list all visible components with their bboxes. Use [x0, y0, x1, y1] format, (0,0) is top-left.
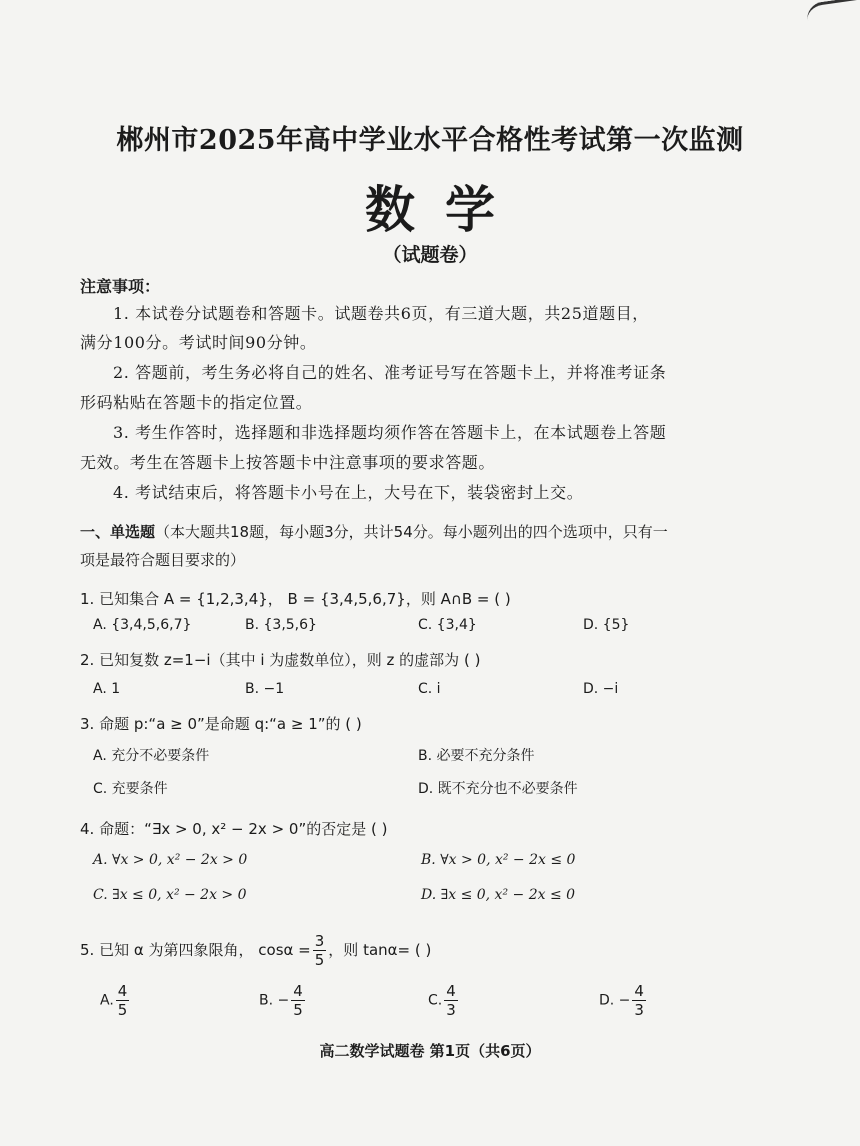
- question-1-option-a: A. {3,4,5,6,7}: [93, 617, 192, 633]
- question-5-option-a-label: A.: [100, 992, 114, 1009]
- question-3-option-d: D. 既不充分也不必要条件: [418, 781, 578, 797]
- section-1-desc-line1: （本大题共18题，每小题3分，共计54分。每小题列出的四个选项中，只有一: [155, 523, 668, 541]
- notice-item-4-line1: 4. 考试结束后，将答题卡小号在上，大号在下，装袋密封上交。: [113, 483, 584, 502]
- question-2-option-d: D. −i: [583, 681, 619, 697]
- question-3-option-a: A. 充分不必要条件: [93, 748, 210, 764]
- question-5-option-c-num: 4: [446, 982, 456, 1000]
- question-3-stem: 3. 命题 p:“a ≥ 0”是命题 q:“a ≥ 1”的 ( ): [80, 715, 362, 733]
- question-5-option-c-den: 3: [446, 1001, 456, 1019]
- question-5-option-d: [599, 982, 648, 1019]
- question-5-option-a-fraction: [116, 982, 130, 1019]
- question-2-option-c: C. i: [418, 681, 441, 697]
- question-5-option-d-label: D. −: [599, 992, 631, 1009]
- question-5-option-c-label: C.: [428, 992, 443, 1009]
- notice-item-2-line1: 2. 答题前，考生务必将自己的姓名、准考证号写在答题卡上，并将准考证条: [113, 363, 667, 382]
- question-1-stem: 1. 已知集合 A = {1,2,3,4}， B = {3,4,5,6,7}，则 A∩B = ( ): [80, 590, 511, 608]
- scan-corner-mark: [805, 0, 860, 21]
- notice-item-2-line2: 形码粘贴在答题卡的指定位置。: [80, 393, 313, 412]
- question-5-fraction: [313, 932, 327, 969]
- question-5-option-a-den: 5: [117, 1001, 128, 1019]
- question-4-stem: 4. 命题：“∃x > 0, x² − 2x > 0”的否定是 ( ): [80, 820, 388, 838]
- question-4-option-a: A. ∀x > 0, x² − 2x > 0: [93, 852, 248, 868]
- question-5-option-b: [259, 982, 307, 1019]
- notice-item-3-line1: 3. 考生作答时，选择题和非选择题均须作答在答题卡上，在本试题卷上答题: [113, 423, 667, 442]
- question-2-stem: 2. 已知复数 z=1−i（其中 i 为虚数单位），则 z 的虚部为 ( ): [80, 651, 481, 669]
- paper-type-label: （试题卷）: [382, 244, 478, 266]
- notice-item-3-line2: 无效。考生在答题卡上按答题卡中注意事项的要求答题。: [80, 453, 496, 472]
- question-5-option-a: [100, 982, 131, 1019]
- question-5-option-c: [428, 982, 460, 1019]
- question-5-option-d-den: 3: [634, 1001, 644, 1019]
- page-footer: 高二数学试题卷 第1页（共6页）: [319, 1042, 541, 1060]
- section-1-desc-line2: 项是最符合题目要求的）: [80, 551, 246, 569]
- subject-title: 数学: [365, 181, 525, 239]
- question-4-option-d: D. ∃x ≤ 0, x² − 2x ≤ 0: [421, 887, 576, 903]
- question-5-option-c-fraction: [444, 982, 458, 1019]
- question-5-option-b-num: 4: [293, 982, 303, 1000]
- question-5-fraction-den: 5: [314, 951, 325, 969]
- question-5-option-d-fraction: [632, 982, 646, 1019]
- question-1-option-c: C. {3,4}: [418, 617, 477, 633]
- question-1-option-b: B. {3,5,6}: [245, 617, 317, 633]
- question-3-option-b: B. 必要不充分条件: [418, 748, 535, 764]
- question-4-option-b: B. ∀x > 0, x² − 2x ≤ 0: [421, 852, 576, 868]
- question-5-option-b-den: 5: [293, 1001, 303, 1019]
- question-4-option-c: C. ∃x ≤ 0, x² − 2x > 0: [93, 887, 247, 903]
- question-5-stem-pre: 5. 已知 α 为第四象限角， cosα =: [80, 941, 311, 959]
- section-1-heading: 一、单选题: [80, 523, 156, 541]
- question-5-option-a-num: 4: [117, 982, 128, 1000]
- question-5-stem: [80, 932, 431, 969]
- section-1-header: [80, 521, 668, 542]
- question-5-option-b-label: B. −: [259, 992, 290, 1009]
- exam-title: 郴州市2025年高中学业水平合格性考试第一次监测: [116, 125, 744, 156]
- question-5-stem-post: ，则 tanα= ( ): [328, 941, 432, 959]
- notice-item-1-line2: 满分100分。考试时间90分钟。: [80, 333, 317, 352]
- question-3-option-c: C. 充要条件: [93, 781, 168, 797]
- notice-heading: 注意事项：: [80, 277, 161, 296]
- question-5-option-d-num: 4: [634, 982, 644, 1000]
- question-2-option-a: A. 1: [93, 681, 121, 697]
- question-5-option-b-fraction: [291, 982, 305, 1019]
- question-2-option-b: B. −1: [245, 681, 285, 697]
- notice-item-1-line1: 1. 本试卷分试题卷和答题卡。试题卷共6页，有三道大题，共25道题目，: [113, 304, 649, 323]
- question-5-fraction-num: 3: [314, 932, 325, 950]
- question-1-option-d: D. {5}: [583, 617, 630, 633]
